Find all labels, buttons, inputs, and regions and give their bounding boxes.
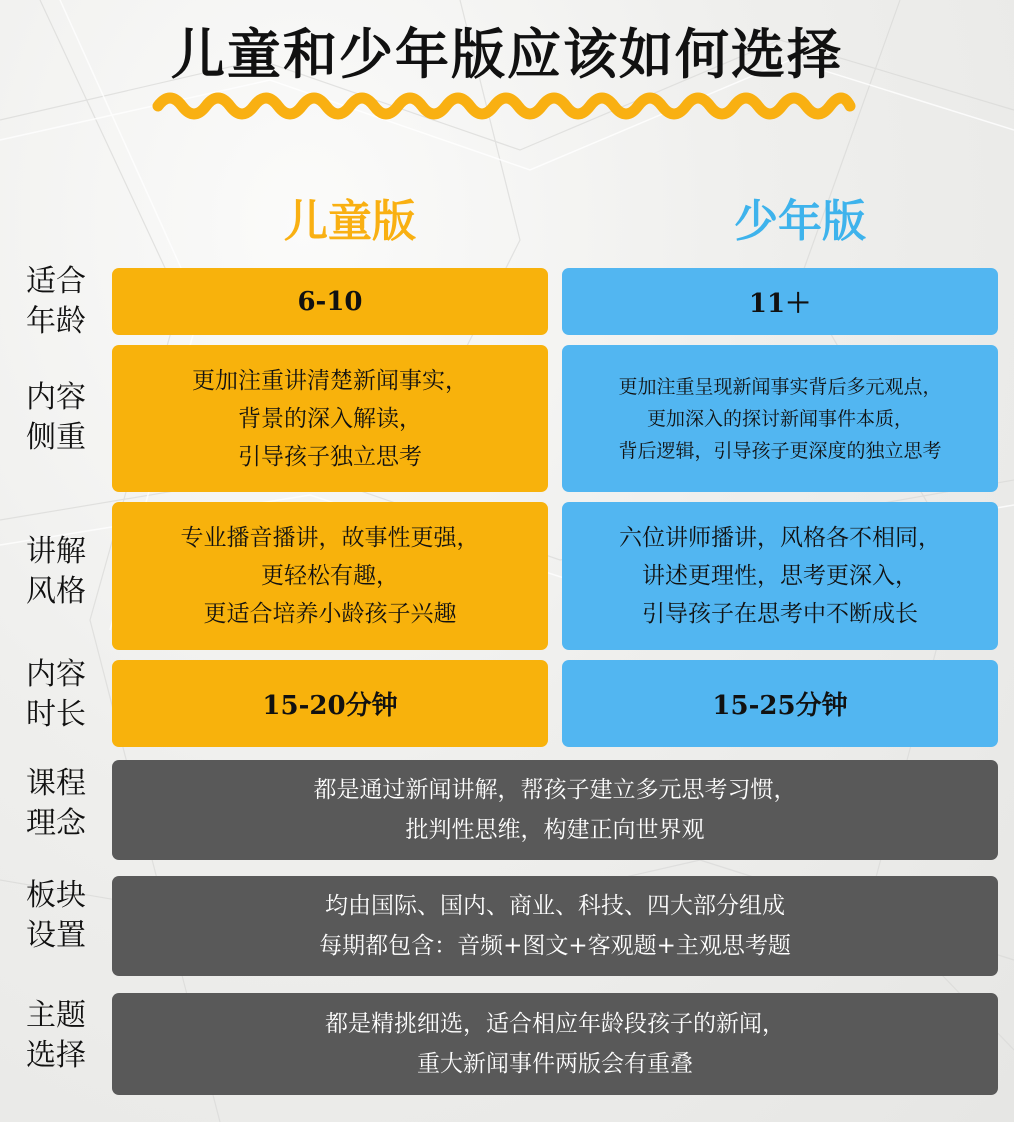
row-label-line: 风格: [26, 574, 86, 609]
text-line: 背后逻辑，引导孩子更深度的独立思考: [618, 439, 942, 462]
row-label-line: 内容: [26, 380, 86, 415]
text-line: 引导孩子在思考中不断成长: [642, 601, 918, 627]
row-label-line: 年龄: [26, 304, 86, 339]
text-line: 更适合培养小龄孩子兴趣: [203, 601, 457, 627]
text-line: 批判性思维，构建正向世界观: [405, 817, 705, 843]
row-label-line: 板块: [26, 878, 86, 913]
text-line: 背景的深入解读，: [238, 405, 422, 432]
kids-age-value: 6-10: [297, 286, 363, 317]
row-label-line: 内容: [26, 657, 86, 692]
row-label-style: [14, 532, 98, 612]
text-line: 均由国际、国内、商业、科技、四大部分组成: [324, 893, 785, 919]
sections-cell: [112, 876, 998, 976]
kids-style-cell: [112, 502, 548, 650]
teen-duration-cell: [562, 660, 998, 747]
row-label-age: [14, 262, 98, 342]
teen-style-cell: [562, 502, 998, 650]
text-line: 专业播音播讲，故事性更强，: [180, 525, 480, 551]
text-line: 都是通过新闻讲解，帮孩子建立多元思考习惯，: [313, 777, 797, 803]
row-label-focus: [14, 378, 98, 458]
text-line: 重大新闻事件两版会有重叠: [417, 1051, 693, 1077]
text-line: 更加深入的探讨新闻事件本质，: [646, 407, 913, 430]
kids-column-heading: 儿童版: [284, 196, 416, 247]
row-label-sections: [14, 876, 98, 956]
row-label-line: 侧重: [26, 420, 86, 455]
row-label-line: 时长: [26, 697, 86, 732]
text-line: 更轻松有趣，: [261, 563, 399, 589]
yellow-wave-underline: [150, 84, 860, 126]
concept-cell: [112, 760, 998, 860]
page-title: 儿童和少年版应该如何选择: [171, 23, 843, 86]
teen-duration-value: 15-25分钟: [712, 691, 848, 721]
text-line: 更加注重呈现新闻事实背后多元观点，: [618, 375, 942, 398]
text-line: 都是精挑细选，适合相应年龄段孩子的新闻，: [325, 1011, 785, 1037]
topics-cell: [112, 993, 998, 1095]
text-line: 更加注重讲清楚新闻事实，: [192, 367, 468, 394]
row-label-duration: [14, 655, 98, 735]
text-line: 每期都包含：音频+图文+客观题+主观思考题: [319, 933, 791, 959]
row-label-line: 主题: [26, 998, 86, 1033]
teen-age-cell: [562, 268, 998, 335]
teen-focus-cell: [562, 345, 998, 492]
row-label-concept: [14, 764, 98, 844]
kids-duration-value: 15-20分钟: [262, 691, 398, 721]
kids-age-cell: [112, 268, 548, 335]
text-line: 讲述更理性，思考更深入，: [642, 563, 918, 589]
row-label-line: 课程: [26, 766, 86, 801]
teen-column-heading: 少年版: [734, 196, 866, 247]
row-label-topics: [14, 996, 98, 1076]
row-label-line: 设置: [26, 918, 86, 953]
row-label-line: 选择: [26, 1038, 86, 1073]
row-label-line: 理念: [26, 806, 86, 841]
text-line: 引导孩子独立思考: [238, 443, 422, 470]
row-label-line: 适合: [26, 264, 86, 299]
teen-age-value: 11＋: [748, 289, 812, 319]
text-line: 六位讲师播讲，风格各不相同，: [619, 525, 941, 551]
kids-duration-cell: [112, 660, 548, 747]
row-label-line: 讲解: [26, 534, 86, 569]
kids-focus-cell: [112, 345, 548, 492]
